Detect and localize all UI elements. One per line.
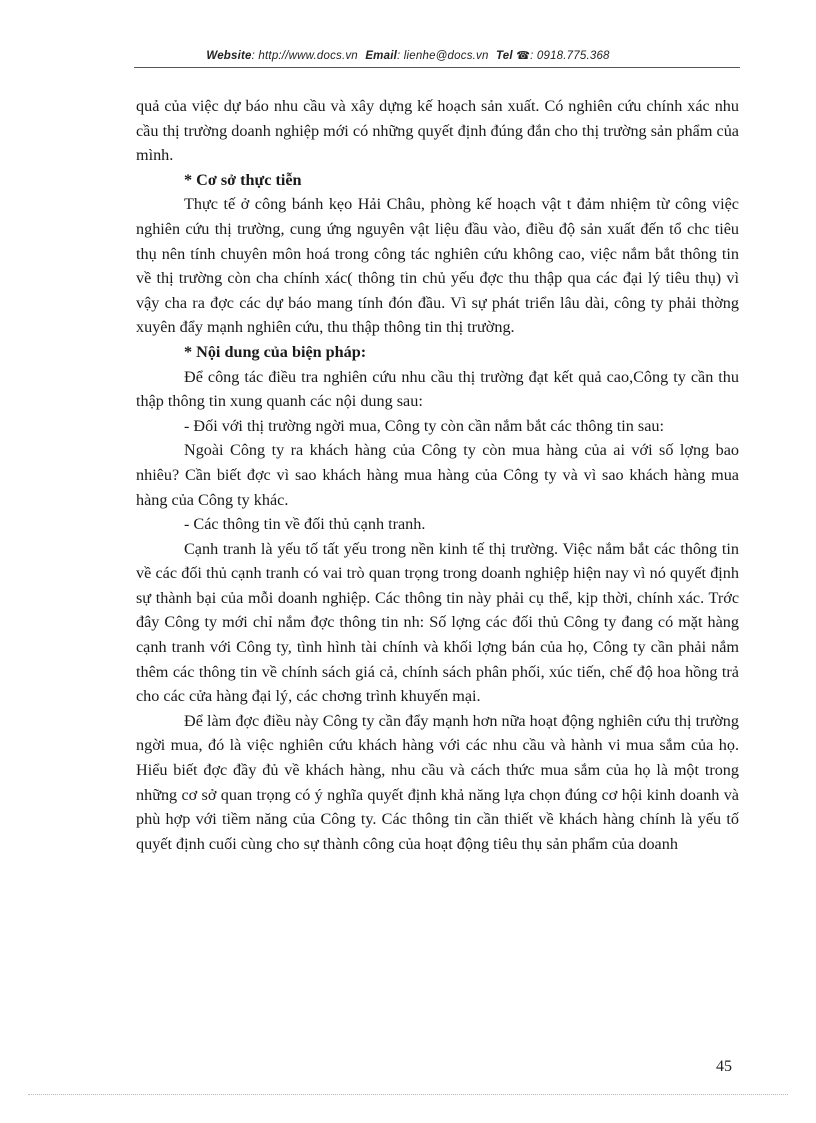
page-header bbox=[0, 49, 816, 62]
website-label: Website bbox=[206, 50, 252, 62]
section-heading: * Nội dung của biện pháp: bbox=[184, 342, 367, 361]
phone-icon: ☎ bbox=[516, 50, 531, 62]
website-value: : http://www.docs.vn bbox=[251, 50, 358, 62]
footer-divider bbox=[28, 1094, 788, 1095]
paragraph: - Các thông tin về đối thủ cạnh tranh. bbox=[184, 515, 426, 534]
paragraph: Thực tế ở công bánh kẹo Hải Châu, phòng kế hoạch vật t đảm nhiệm từ công việc nghiên cứu thị trường, cung ứng nguyên vật liệu đầu vào, điều độ sản xuất đến tổ chc tiêu thụ nên tính chuyên môn hoá trong công tác nghiên cứu không cao, việc nắm bắt thông tin về thị trường còn cha chính xác( thông tin chủ yếu đợc thu thập qua các đại lý tiêu thụ) vì vậy cha ra đợc các dự báo mang tính đón đầu. Vì sự phát triển lâu dài, công ty phải thờng xuyên đẩy mạnh nghiên cứu, thu thập thông tin thị trường. bbox=[136, 195, 739, 337]
paragraph: - Đối với thị trường ngời mua, Công ty còn cần nắm bắt các thông tin sau: bbox=[184, 416, 664, 435]
paragraph: quả của việc dự báo nhu cầu và xây dựng kế hoạch sản xuất. Có nghiên cứu chính xác nhu cầu thị trường doanh nghiệp mới có những quyết định đúng đắn cho thị trường sản phẩm của mình. bbox=[136, 97, 739, 165]
email-value: : lienhe@docs.vn bbox=[397, 50, 489, 62]
section-heading: * Cơ sở thực tiễn bbox=[184, 170, 302, 189]
tel-value: : 0918.775.368 bbox=[530, 50, 610, 62]
paragraph: Để làm đợc điều này Công ty cần đẩy mạnh hơn nữa hoạt động nghiên cứu thị trường ngời mua, đó là việc nghiên cứu khách hàng với các nhu cầu và hành vi mua sắm của họ. Hiểu biết đợc đầy đủ về khách hàng, nhu cầu và cách thức mua sắm của họ là một trong những cơ sở quan trọng có ý nghĩa quyết định khả năng lựa chọn đúng cơ hội kinh doanh và phù hợp với tiềm năng của Công ty. Các thông tin cần thiết về khách hàng chính là yếu tố quyết định cuối cùng cho sự thành công của hoạt động tiêu thụ sản phẩm của doanh bbox=[136, 711, 739, 853]
body-text bbox=[136, 94, 739, 856]
header-divider bbox=[134, 67, 740, 68]
page-number: 45 bbox=[716, 1058, 732, 1075]
paragraph: Cạnh tranh là yếu tố tất yếu trong nền kinh tế thị trường. Việc nắm bắt các thông tin về các đối thủ cạnh tranh có vai trò quan trọng trong doanh nghiệp hiện nay vì nó quyết định sự thành bại của mỗi doanh nghiệp. Các thông tin này phải cụ thể, kịp thời, chính xác. Trớc đây Công ty mới chỉ nắm đợc thông tin nh: Số lợng các đối thủ Công ty đang có mặt hàng cạnh tranh với Công ty, tình hình tài chính và khối lợng bán của họ, Công ty cần phải nắm thêm các thông tin về chính sách giá cả, chính sách phân phối, xúc tiến, chế độ hoa hồng trả cho các cửa hàng đại lý, các chơng trình khuyến mại. bbox=[136, 539, 739, 706]
paragraph: Ngoài Công ty ra khách hàng của Công ty còn mua hàng của ai với số lợng bao nhiêu? Cần biết đợc vì sao khách hàng mua hàng của Công ty và vì sao khách hàng mua hàng của Công ty khác. bbox=[136, 441, 739, 509]
email-label: Email bbox=[365, 50, 397, 62]
tel-label: Tel bbox=[496, 50, 513, 62]
paragraph: Để công tác điều tra nghiên cứu nhu cầu thị trường đạt kết quả cao,Công ty cần thu thập thông tin xung quanh các nội dung sau: bbox=[136, 367, 739, 411]
